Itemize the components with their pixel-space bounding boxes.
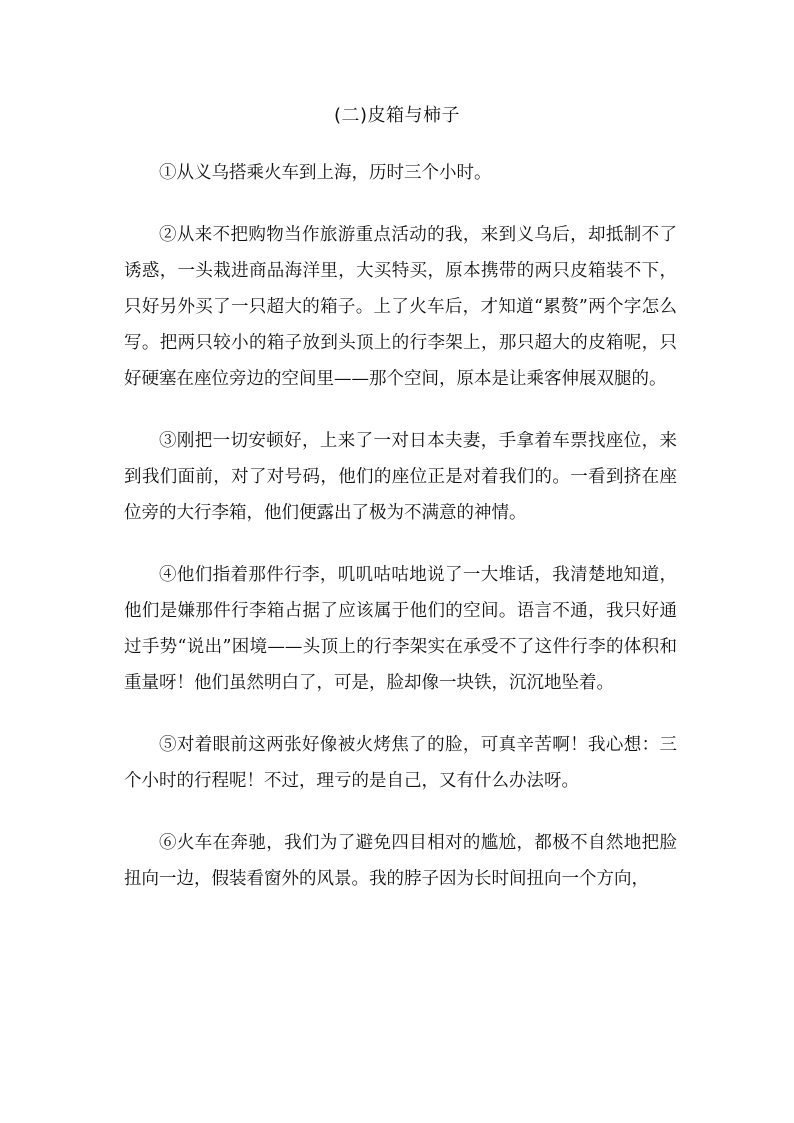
paragraph-2: ②从来不把购物当作旅游重点活动的我，来到义乌后，却抵制不了诱惑，一头栽进商品海洋里，大买特买，原本携带的两只皮箱装不下，只好另外买了一只超大的箱子。上了火车后，才知道“累赘”两个字怎么写。把两只较小的箱子放到头顶上的行李架上，那只超大的皮箱呢，只好硬塞在座位旁边的空间里——那个空间，原本是让乘客伸展双腿的。 (124, 225, 677, 389)
paragraph-4: ④他们指着那件行李，叽叽咕咕地说了一大堆话，我清楚地知道，他们是嫌那件行李箱占据了应该属于他们的空间。语言不通，我只好通过手势“说出”困境——头顶上的行李架实在承受不了这件行李的体积和重量呀！他们虽然明白了，可是，脸却像一块铁，沉沉地坠着。 (124, 565, 677, 693)
paragraph-5: ⑤对着眼前这两张好像被火烤焦了的脸，可真辛苦啊！我心想：三个小时的行程呢！不过，理亏的是自己，又有什么办法呀。 (124, 735, 677, 791)
section-title: (二)皮箱与柿子 (333, 105, 461, 126)
paragraph-1: ①从义乌搭乘火车到上海，历时三个小时。 (159, 163, 492, 183)
paragraph-6: ⑥火车在奔驰，我们为了避免四目相对的尴尬，都极不自然地把脸扭向一边，假装看窗外的风景。我的脖子因为长时间扭向一个方向， (124, 833, 677, 889)
paragraph-3: ③刚把一切安顿好，上来了一对日本夫妻，手拿着车票找座位，来到我们面前，对了对号码，他们的座位正是对着我们的。一看到挤在座位旁的大行李箱，他们便露出了极为不满意的神情。 (124, 431, 677, 523)
article-body (124, 155, 677, 923)
